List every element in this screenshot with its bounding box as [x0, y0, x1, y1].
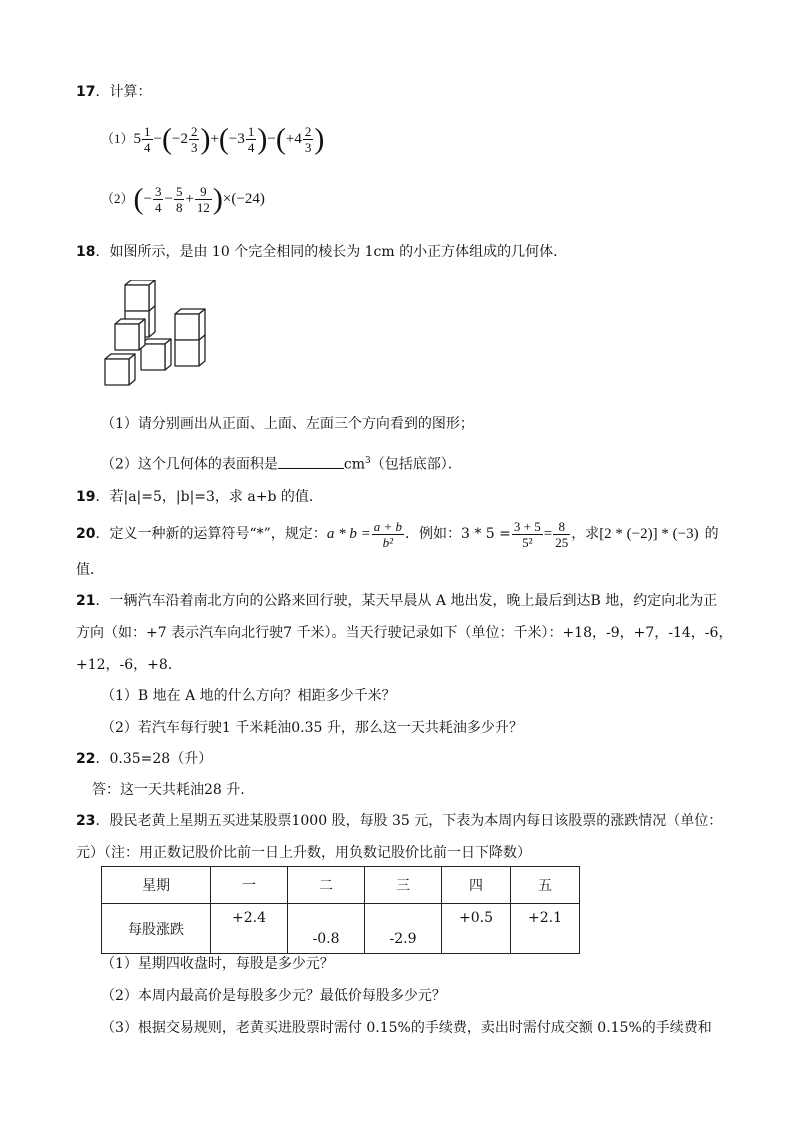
q17-part1: （1）5 $\frac{1}{4}$ −(−2 $\frac{2}{3}$ )+(−3 $\frac{1}{4}$ )−(+4 $\frac{2}{3}$ ): [101, 122, 325, 156]
q18-text: ．如图所示，是由 10 个完全相同的棱长为 1cm 的小正方体组成的几何体．: [95, 244, 568, 260]
q18-part1: （1）请分别画出从正面、上面、左面三个方向看到的图形；: [101, 416, 474, 432]
q22-answer: 答：这一天共耗油28 升.: [92, 782, 245, 798]
q21-number: 21: [76, 593, 96, 609]
table-cell: -2.9: [365, 904, 442, 954]
table-cell: +2.1: [511, 904, 580, 954]
cube-figure: [99, 280, 219, 395]
table-cell: 五: [511, 867, 580, 904]
table-cell: +2.4: [211, 904, 288, 954]
q23-line2: 元）（注：用正数记股价比前一日上升数，用负数记股价比前一日下降数）: [76, 845, 531, 861]
q20-line2: 值．: [76, 562, 104, 578]
q18-heading: [76, 242, 567, 262]
table-cell: 每股涨跌: [102, 904, 211, 954]
q17-part2: （2）(− $\frac{3}{4}$ − $\frac{5}{8}$ + $\frac{9}{12}$ )×(−24): [101, 182, 265, 216]
q23-number: 23: [76, 813, 96, 829]
q21-part2: （2）若汽车每行驶1 千米耗油0.35 升，那么这一天共耗油多少升？: [101, 720, 523, 736]
q20-line1: 20．定义一种新的运算符号“*”，规定：a * b = $\frac{a + b}{\text{b²}}$ ．例如：3 * 5 = $\frac{3 + 5}{\text{5²}}$ = $\frac{8}{25}$ ，求[2 * (−2)] * (−3) 的: [76, 518, 719, 550]
q21-line2: 方向（如：+7 表示汽车向北行驶7 千米）。当天行驶记录如下（单位：千米）：+18，-9，+7，-14，-6，: [76, 625, 733, 641]
table-row: [102, 904, 580, 954]
q22-number: 22: [76, 751, 96, 767]
fraction: $\frac{2}{3}$: [304, 124, 312, 156]
q23-line1: 23．股民老黄上星期五买进某股票1000 股，每股 35 元，下表为本周内每日该股票的涨跌情况（单位：: [76, 813, 723, 829]
cube: [105, 354, 135, 385]
table-cell: 星期: [102, 867, 211, 904]
q20-number: 20: [76, 526, 96, 542]
q22-heading: [76, 749, 212, 769]
fraction: $\frac{3 + 5}{\text{5²}}$: [513, 518, 541, 550]
q23-part1: （1）星期四收盘时，每股是多少元？: [101, 956, 334, 972]
cube: [115, 319, 145, 350]
q17-heading: [76, 82, 151, 102]
q17-title: ．计算：: [95, 84, 152, 100]
q22-text: ．0.35=28（升）: [95, 751, 213, 767]
table-cell: 一: [211, 867, 288, 904]
q17-part2-label: （2）: [101, 191, 134, 206]
fraction: $\frac{3}{4}$: [154, 184, 162, 216]
stock-change-table: [101, 866, 580, 954]
q18-number: 18: [76, 244, 96, 260]
q19-number: 19: [76, 489, 96, 505]
q19-text: ．若|a|=5，|b|=3，求 a+b 的值．: [95, 489, 323, 505]
fraction: $\frac{1}{4}$: [247, 124, 255, 156]
table-cell: 二: [288, 867, 365, 904]
table-cell: +0.5: [442, 904, 511, 954]
table-cell: 三: [365, 867, 442, 904]
table-cell: 四: [442, 867, 511, 904]
cube: [125, 280, 155, 311]
q18-part2: （2）这个几何体的表面积是 $cm^3$（包括底部）．: [101, 451, 462, 475]
table-header-row: [102, 867, 580, 904]
q17-part1-label: （1）: [101, 131, 134, 146]
q19-heading: [76, 487, 323, 507]
fraction: $\frac{8}{25}$: [555, 518, 569, 550]
q21-part1: （1）B 地在 A 地的什么方向？相距多少千米？: [101, 688, 396, 704]
q17-number: 17: [76, 84, 96, 100]
q23-part3: （3）根据交易规则，老黄买进股票时需付 0.15%的手续费，卖出时需付成交额 0.15%的手续费和: [101, 1020, 712, 1036]
cube: [175, 309, 205, 340]
q23-part2: （2）本周内最高价是每股多少元？最低价每股多少元？: [101, 988, 446, 1004]
fraction: $\frac{9}{12}$: [196, 184, 210, 216]
q21-line1: 21．一辆汽车沿着南北方向的公路来回行驶，某天早晨从 A 地出发，晚上最后到达B 地，约定向北为正: [76, 593, 718, 609]
fraction: $\frac{a + b}{\text{b²}}$: [373, 518, 402, 550]
fraction: $\frac{5}{8}$: [175, 184, 183, 216]
table-cell: -0.8: [288, 904, 365, 954]
fraction: $\frac{1}{4}$: [144, 124, 151, 156]
fraction: $\frac{2}{3}$: [190, 124, 198, 156]
cube: [175, 335, 205, 366]
answer-blank[interactable]: [278, 454, 344, 469]
q21-line3: +12，-6，+8．: [76, 657, 182, 673]
